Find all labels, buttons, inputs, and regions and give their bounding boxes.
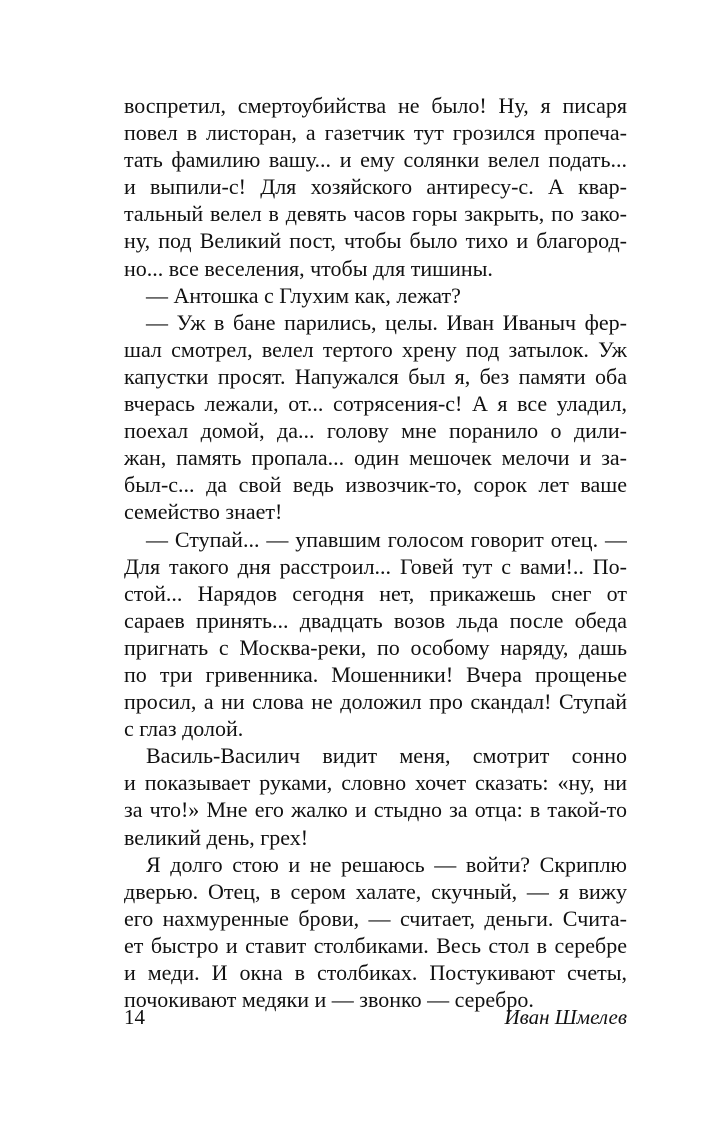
text-line: семейство знает! bbox=[124, 499, 283, 525]
text-line: по три гривенника. Мошенники! Вчера прощенье bbox=[124, 661, 627, 687]
text-line: стой... Нарядов сегодня нет, прикажешь снег от bbox=[124, 580, 627, 606]
paragraph-start-line: Василь-Василич видит меня, смотрит сонно bbox=[146, 743, 627, 769]
text-line: пригнать с Москва-реки, по особому наряду, дашь bbox=[124, 634, 627, 660]
page-footer bbox=[124, 1003, 627, 1031]
dialogue-line: — Ступай... — упавшим голосом говорит отец. — bbox=[146, 526, 627, 552]
text-line: капустки просят. Напужался был я, без памяти оба bbox=[124, 363, 627, 389]
text-line: и меди. И окна в столбиках. Постукивают счеты, bbox=[124, 960, 627, 985]
text-line: дверью. Отец, в сером халате, скучный, — я вижу bbox=[124, 878, 627, 904]
page-number: 14 bbox=[124, 1005, 145, 1029]
text-line: поехал домой, да... голову мне поранило о дили- bbox=[124, 418, 627, 444]
text-line: Для такого дня расстроил... Говей тут с вами!.. По- bbox=[124, 553, 627, 579]
body-text bbox=[124, 92, 627, 1013]
text-line: тальный велел в девять часов горы закрыть, по зако- bbox=[124, 201, 627, 227]
text-line: с глаз долой. bbox=[124, 716, 244, 742]
text-line: вчерась лежали, от... сотрясения-с! А я все уладил, bbox=[124, 391, 627, 417]
text-line: великий день, грех! bbox=[124, 824, 309, 850]
text-line: сараев принять... двадцать возов льда после обеда bbox=[124, 607, 627, 633]
text-line: но... все веселения, чтобы для тишины. bbox=[124, 255, 493, 281]
paragraph-start-line: Я долго стою и не решаюсь — войти? Скриплю bbox=[146, 851, 627, 877]
text-line: почокивают медяки и — звонко — серебро. bbox=[124, 987, 534, 1013]
text-line: тать фамилию вашу... и ему солянки велел подать... bbox=[124, 147, 627, 173]
dialogue-line: — Антошка с Глухим как, лежат? bbox=[146, 282, 461, 308]
text-line: воспретил, смертоубийства не было! Ну, я писаря bbox=[124, 93, 627, 118]
text-line: и показывает руками, словно хочет сказать: «ну, ни bbox=[124, 770, 627, 796]
running-author: Иван Шмелев bbox=[504, 1005, 627, 1029]
text-line: жан, память пропала... один мешочек мелочи и за- bbox=[124, 445, 627, 471]
text-line: ет быстро и ставит столбиками. Весь стол в серебре bbox=[124, 932, 627, 958]
text-line: повел в листоран, а газетчик тут грозился пропеча- bbox=[124, 120, 627, 146]
text-line: был-с... да свой ведь извозчик-то, сорок лет ваше bbox=[124, 472, 627, 498]
dialogue-line: — Уж в бане парились, целы. Иван Иваныч фер- bbox=[146, 309, 627, 335]
text-line: его нахмуренные брови, — считает, деньги. Счита- bbox=[124, 905, 627, 931]
text-line: шал смотрел, велел тертого хрену под затылок. Уж bbox=[124, 336, 627, 362]
text-line: просил, а ни слова не доложил про скандал! Ступай bbox=[124, 689, 627, 715]
text-line: за что!» Мне его жалко и стыдно за отца: в такой-то bbox=[124, 797, 627, 823]
text-line: ну, под Великий пост, чтобы было тихо и благород- bbox=[124, 228, 627, 254]
text-line: и выпили-с! Для хозяйского антиресу-с. А квар- bbox=[124, 174, 627, 200]
